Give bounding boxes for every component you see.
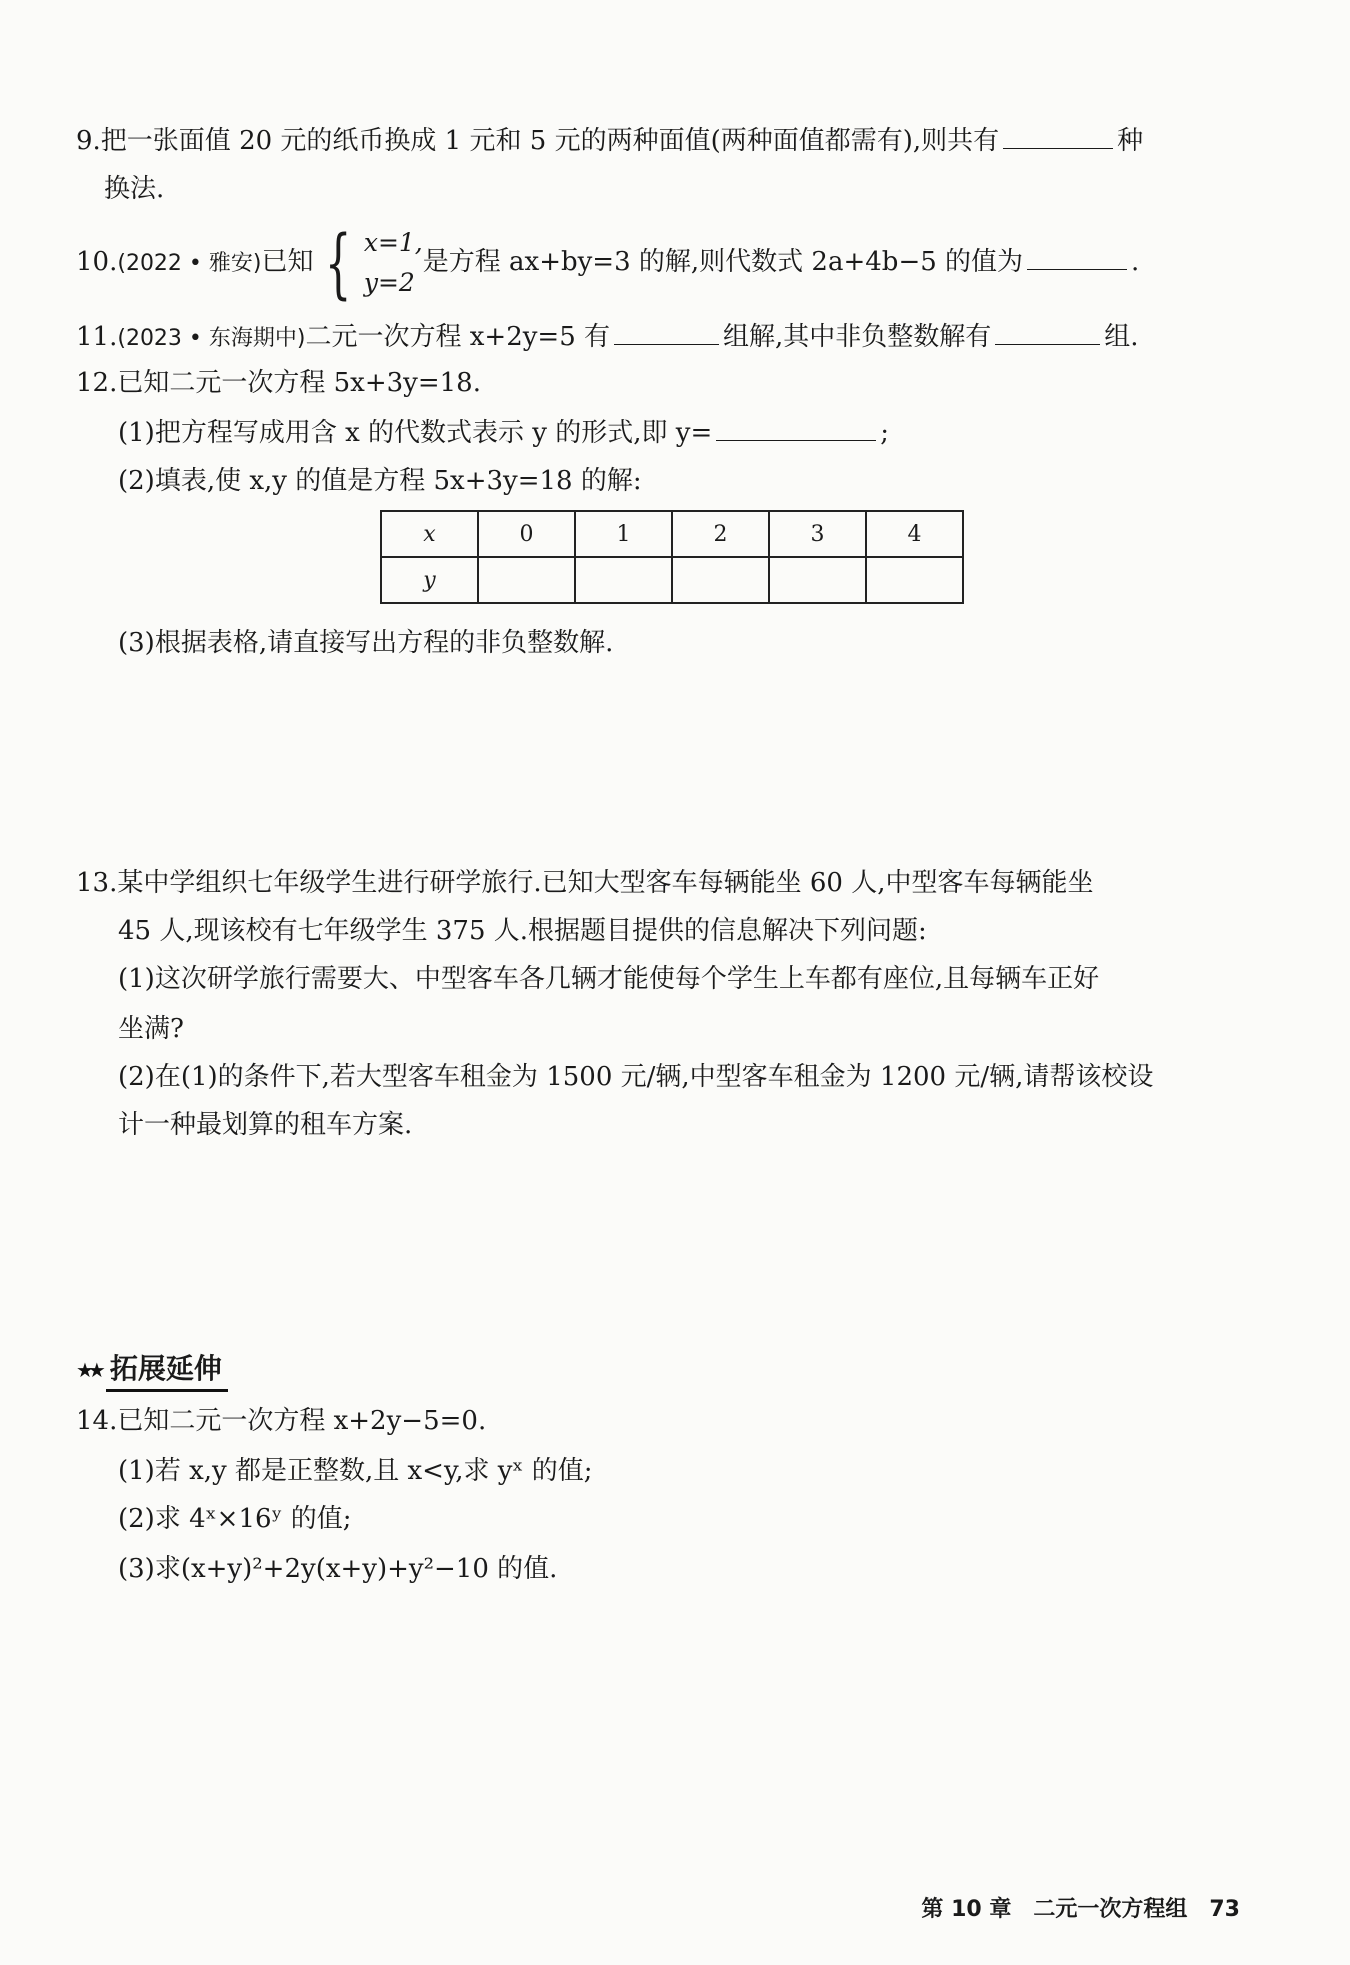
q9-text-end: 种: [1117, 126, 1144, 156]
table-cell-y-input[interactable]: [866, 557, 963, 603]
table-row-x: [381, 511, 963, 557]
q11-text-b: 组解,其中非负整数解有: [723, 322, 992, 352]
footer-chapter: 第 10 章: [921, 1897, 1012, 1922]
table-cell-y-input[interactable]: [478, 557, 575, 603]
brace-icon: {: [324, 218, 351, 307]
q9-line2: 换法.: [104, 174, 165, 204]
q13-line2: 45 人,现该校有七年级学生 375 人.根据题目提供的信息解决下列问题:: [118, 916, 927, 946]
q10-text: 是方程 ax+by=3 的解,则代数式 2a+4b−5 的值为: [422, 247, 1024, 277]
q11-line: [76, 318, 1139, 356]
q9-answer-blank[interactable]: [1003, 122, 1113, 149]
q12-part1: [118, 414, 889, 450]
table-cell-y-input[interactable]: [769, 557, 866, 603]
q12-part1-text: (1)把方程写成用含 x 的代数式表示 y 的形式,即 y=: [118, 418, 713, 448]
q13-line5: (2)在(1)的条件下,若大型客车租金为 1500 元/辆,中型客车租金为 1200 元/辆,请帮该校设: [118, 1062, 1154, 1092]
q10-source: (2022 • 雅安): [117, 251, 262, 276]
table-cell-x: 3: [769, 511, 866, 557]
q10-answer-blank[interactable]: [1027, 243, 1127, 270]
table-cell-x: 4: [866, 511, 963, 557]
q12-part1-blank[interactable]: [716, 414, 876, 441]
q12-part3: (3)根据表格,请直接写出方程的非负整数解.: [118, 628, 614, 658]
table-cell-x: 0: [478, 511, 575, 557]
q13-line4: 坐满?: [118, 1014, 184, 1044]
table-header-y: y: [381, 557, 478, 603]
star-icon: ★★: [76, 1357, 100, 1382]
footer-title: 二元一次方程组: [1033, 1897, 1188, 1922]
q10-end: .: [1131, 247, 1140, 277]
q14-stem: 14.已知二元一次方程 x+2y−5=0.: [76, 1406, 487, 1436]
q11-number: 11.: [76, 322, 118, 352]
q9-text: 9.把一张面值 20 元的纸币换成 1 元和 5 元的两种面值(两种面值都需有),则共有: [76, 126, 1000, 156]
table-row-y: [381, 557, 963, 603]
q10-line: [76, 218, 1140, 307]
q11-source: (2023 • 东海期中): [117, 326, 306, 351]
q13-line6: 计一种最划算的租车方案.: [118, 1110, 413, 1140]
q11-text-a: 二元一次方程 x+2y=5 有: [305, 322, 611, 352]
q13-line1: 13.某中学组织七年级学生进行研学旅行.已知大型客车每辆能坐 60 人,中型客车每辆能坐: [76, 868, 1094, 898]
q11-blank-2[interactable]: [995, 318, 1100, 345]
section-heading: [76, 1347, 228, 1392]
table-cell-y-input[interactable]: [575, 557, 672, 603]
q13-line3: (1)这次研学旅行需要大、中型客车各几辆才能使每个学生上车都有座位,且每辆车正好: [118, 964, 1100, 994]
q12-value-table: [380, 510, 964, 604]
table-cell-x: 2: [672, 511, 769, 557]
page-number: 73: [1209, 1897, 1240, 1922]
q12-part2: (2)填表,使 x,y 的值是方程 5x+3y=18 的解:: [118, 466, 642, 496]
table-cell-x: 1: [575, 511, 672, 557]
q10-system-x: x=1,: [363, 228, 423, 257]
q11-text-c: 组.: [1104, 322, 1139, 352]
q10-number: 10.: [76, 247, 118, 277]
q10-known: 已知: [261, 247, 314, 277]
section-title: 拓展延伸: [106, 1347, 228, 1392]
table-header-x: x: [381, 511, 478, 557]
q10-system-y: y=2: [363, 268, 415, 297]
q12-part1-end: ;: [880, 418, 890, 448]
q9-line1: [76, 122, 1143, 158]
q10-system: [314, 218, 423, 307]
table-cell-y-input[interactable]: [672, 557, 769, 603]
page-footer: [899, 1892, 1240, 1923]
q11-blank-1[interactable]: [614, 318, 719, 345]
q14-part3: (3)求(x+y)²+2y(x+y)+y²−10 的值.: [118, 1554, 558, 1584]
q14-part2: (2)求 4ˣ×16ʸ 的值;: [118, 1504, 352, 1534]
q12-stem: 12.已知二元一次方程 5x+3y=18.: [76, 368, 481, 398]
q14-part1: (1)若 x,y 都是正整数,且 x<y,求 yˣ 的值;: [118, 1456, 593, 1486]
